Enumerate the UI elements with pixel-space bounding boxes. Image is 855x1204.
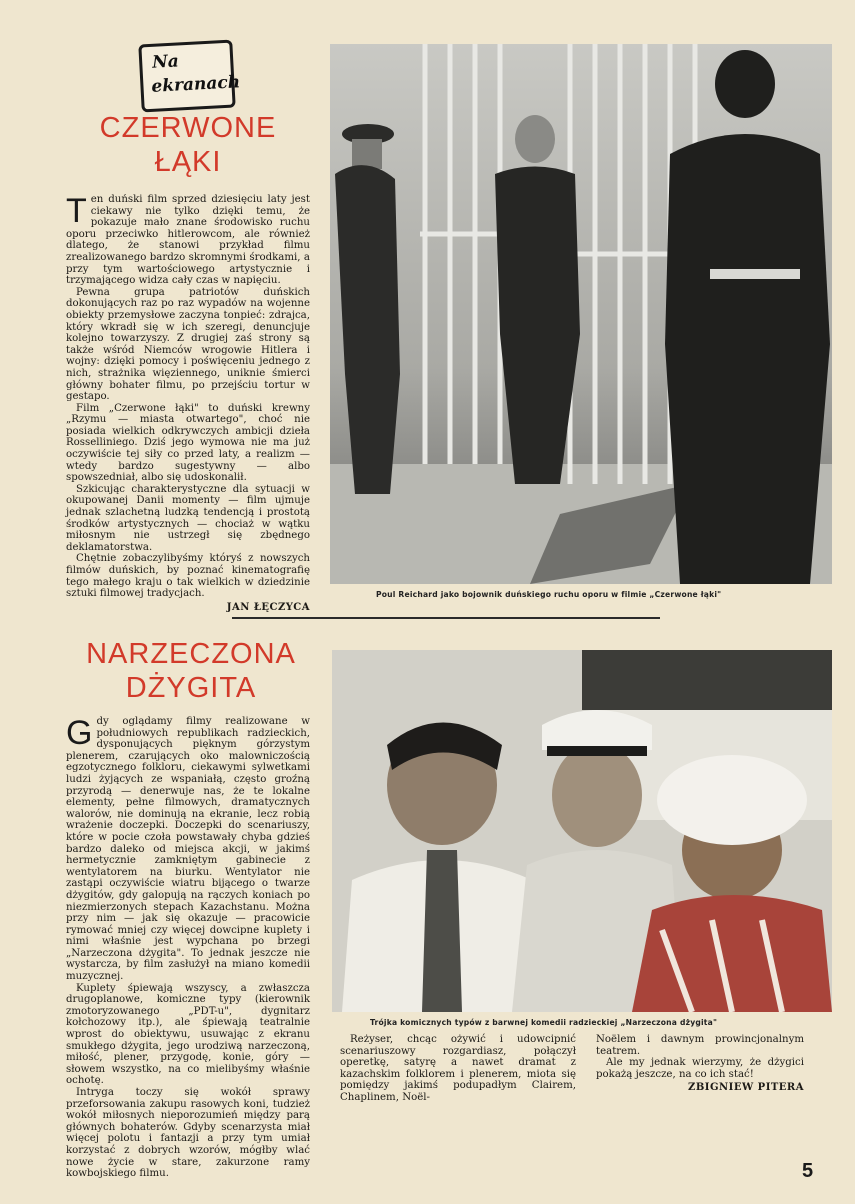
article1-title-line2: ŁĄKI <box>154 146 222 178</box>
article2-title-line2: DŻYGITA <box>125 672 257 704</box>
article1-author: JAN ŁĘCZYCA <box>226 601 310 613</box>
page-number: 5 <box>802 1160 814 1182</box>
article2-paragraph: Reżyser, chcąc ożywić i udowcipnić scenariuszowy rozgardiasz, połączył operetkę, satyrę a nawet dramat z kazachskim folklorem i plenerem, miota się pomiędzy jakimś podupadłym Clairem, Chaplinem, Noël- <box>340 1034 576 1103</box>
article2-title-line1: NARZECZONA <box>86 638 296 670</box>
article2-paragraph: Noëlem i dawnym prowincjonalnym teatrem. <box>596 1034 804 1057</box>
prison-scene-image <box>330 44 832 584</box>
article2-author: ZBIGNIEW PITERA <box>688 1082 804 1094</box>
logo-line2: ekranach <box>150 72 241 97</box>
article1-photo <box>330 44 832 584</box>
article2-paragraph: Kuplety śpiewają wszyscy, a zwłaszcza drugoplanowe, komiczne typy (kierownik zmotoryzowanego „PDT-u", dygnitarz kołchozowy itp.), ale śpiewają teatralnie wprost do obiektywu, usuwając z ekranu smukłego dżygita, jego urodziwą narzeczoną, miłość, plener, przygodę, konie, góry — słowem wszystko, na co mielibyśmy właśnie ochotę. <box>66 982 310 1087</box>
article1-paragraph: en duński film sprzed dziesięciu laty jest ciekawy nie tylko dzięki temu, że pokazuje mało znane środowisko ruchu oporu przeciwko hitlerowcom, ale również dlatego, że stanowi przykład filmu zrealizowanego bardzo skromnymi środkami, a przy tym wartościowego artystycznie i trzymającego widza cały czas w napięciu. <box>66 194 310 287</box>
article2-drop-cap: G <box>66 714 93 752</box>
article2-photo-caption: Trójka komicznych typów z barwnej komedii radzieckiej „Narzeczona dżygita" <box>370 1018 718 1027</box>
article2-body-col2 <box>340 1034 576 1104</box>
article2-photo <box>332 650 832 1012</box>
three-men-image <box>332 650 832 1012</box>
article1-paragraph: Film „Czerwone łąki" to duński krewny „Rzymu — miasta otwartego", choć nie posiada wielkich odkrywczych ambicji dzieła Rosselliniego. Dziś jego wymowa nie ma już oczywiście tej siły co przed laty, a realizm — wtedy bardzo sugestywny — albo spowszedniał, albo się udoskonalił. <box>66 402 310 484</box>
logo-line1: Na <box>151 51 180 73</box>
article2-paragraph: dy oglądamy filmy realizowane w południowych republikach radzieckich, dysponujących pięknym górzystym plenerem, czarujących oko malowniczością egzotycznego folkloru, ciekawymi sylwetkami ludzi żyjących ze wspaniałą, często groźną przyrodą — denerwuje nas, że te lokalne elementy, pełne filmowych, dramatycznych walorów, nie dominują na ekranie, lecz robią wrażenie doczepki. Doczepki do scenariuszy, które w pocie czoła powstawały chyba gdzieś bardzo daleko od miejsca akcji, w jakimś hermetycznie zamkniętym gabinecie z wentylatorem na biurku. Wentylator nie zastąpi oczywiście wiatru bijącego o twarze dżygitów, gdy galopują na rączych koniach po niezmierzonych stepach Kazachstanu. Można przy nim — jak się okazuje — pracowicie rymować mniej czy więcej dowcipne kuplety i nimi właśnie jest wypchana po brzegi „Narzeczona dżygita". To jednak jeszcze nie wystarcza, by film zasłużył na miano komedii muzycznej. <box>66 716 310 983</box>
section-logo <box>138 40 241 113</box>
article1-paragraph: Pewna grupa patriotów duńskich dokonujących raz po raz wypadów na wojenne obiekty przemysłowe zaczyna tonpieć: zdrajca, który wkradł się w ich szeregi, denuncjuje kolejno towarzyszy. Z drugiej zaś strony są także wśród Niemców wrogowie Hitlera i wojny: dzięki pomocy i poświęceniu jednego z nich, strażnika więziennego, uniknie śmierci główny bohater filmu, po przejściu tortur w gestapo. <box>66 286 310 403</box>
article2-paragraph: Intryga toczy się wokół sprawy przeforsowania zakupu rasowych koni, tudzież wokół miłosnych nieporozumień między parą głównych bohaterów. Gdyby scenarzysta miał więcej polotu i fantazji a przy tym umiał korzystać z dobrych wzorów, mógłby wlać nowe życie w stare, zakurzone ramy kowbojskiego filmu. <box>66 1087 310 1180</box>
section-divider <box>232 617 660 619</box>
article1-body <box>66 194 310 613</box>
article1-paragraph: Chętnie zobaczylibyśmy któryś z nowszych filmów duńskich, by poznać kinematografię tego małego kraju o tak wielkich w dziedzinie sztuki filmowej tradycjach. <box>66 553 310 600</box>
article1-drop-cap: T <box>66 192 87 230</box>
article2-body-col3 <box>596 1034 804 1094</box>
article1-paragraph: Szkicując charakterystyczne dla sytuacji w okupowanej Danii momenty — film ujmuje jednak szlachetną ludzką tendencją i prostotą środków artystycznych — chociaż w wątku miłosnym nie ustrzegł się zbędnego deklamatorstwa. <box>66 483 310 553</box>
article1-title-line1: CZERWONE <box>99 112 277 144</box>
article2-body-col1 <box>66 716 310 1180</box>
article2-paragraph: Ale my jednak wierzymy, że dżygici pokażą jeszcze, na co ich stać! <box>596 1057 804 1080</box>
article1-photo-caption: Poul Reichard jako bojownik duńskiego ruchu oporu w filmie „Czerwone łąki" <box>376 590 722 599</box>
